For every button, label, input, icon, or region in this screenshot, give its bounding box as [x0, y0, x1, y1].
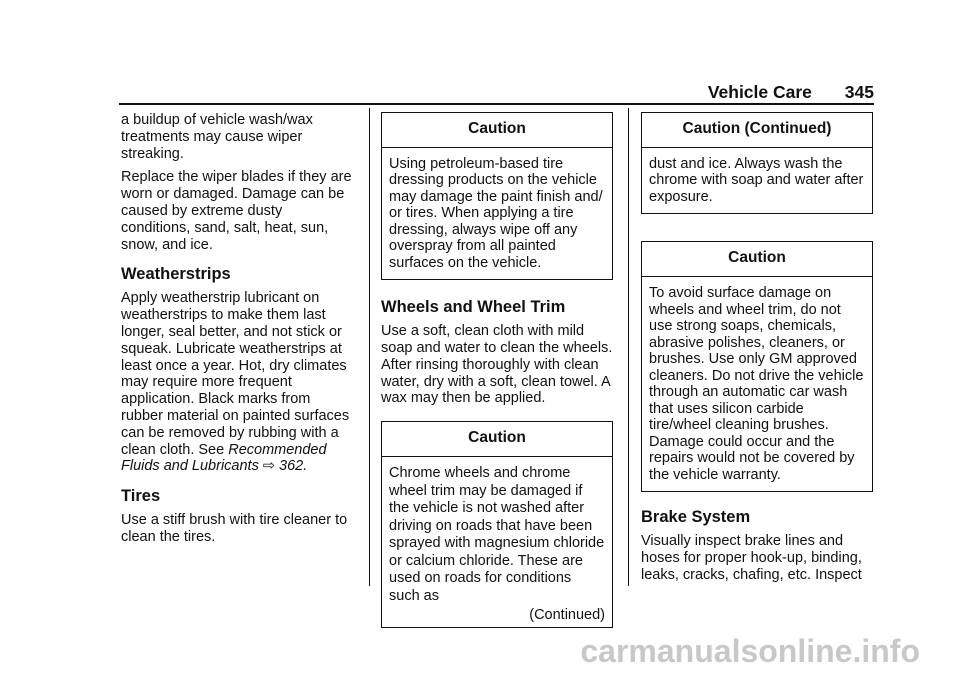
caution-body: dust and ice. Always wash the chrome with soap and water after exposure. — [649, 155, 864, 205]
xref-arrow-icon: ⇨ — [262, 458, 276, 475]
caution-box — [641, 112, 873, 214]
caution-box — [381, 112, 613, 280]
xref-page[interactable]: 362. — [279, 458, 308, 475]
paragraph: a buildup of vehicle wash/wax treatments may cause wiper streaking. — [121, 112, 313, 162]
heading-wheels: Wheels and Wheel Trim — [381, 298, 566, 317]
paragraph: Visually inspect brake lines and hoses for proper hook-up, binding, leaks, cracks, chafing, etc. Inspect — [641, 533, 862, 583]
caution-box — [381, 421, 613, 627]
caution-body: Using petroleum-based tire dressing products on the vehicle may damage the paint finish and/ or tires. When applying a tire dressing, always wipe off any overspray from all painted surfaces on the vehicle. — [389, 155, 603, 271]
caution-body-wrap — [382, 457, 612, 627]
caution-body: To avoid surface damage on wheels and wheel trim, do not use strong soaps, chemicals, abrasive polishes, cleaners, or brushes. Use only GM approved cleaners. Do not drive the vehicle through an automatic car wash that uses silicon carbide tire/wheel cleaning brushes. Damage could occur and the repairs would not be covered by the vehicle warranty. — [649, 285, 864, 483]
column-1 — [121, 112, 353, 553]
page-header — [708, 82, 874, 103]
xref-link[interactable]: Recommended Fluids and Lubricants — [121, 441, 327, 475]
column-divider — [628, 108, 629, 586]
caution-title: Caution (Continued) — [642, 113, 872, 148]
column-2 — [381, 112, 613, 628]
paragraph: Use a stiff brush with tire cleaner to clean the tires. — [121, 512, 348, 545]
page-number: 345 — [844, 82, 874, 102]
column-3 — [641, 112, 873, 590]
heading-weatherstrips: Weatherstrips — [121, 265, 231, 284]
caution-title: Caution — [382, 422, 612, 457]
heading-tires: Tires — [121, 487, 161, 506]
header-rule — [119, 103, 874, 105]
continued-label: (Continued) — [529, 607, 605, 624]
section-title: Vehicle Care — [707, 82, 812, 102]
paragraph — [121, 290, 353, 475]
paragraph: Use a soft, clean cloth with mild soap and water to clean the wheels. After rinsing thoroughly with clean water, dry with a soft, clean towel. A wax may then be applied. — [381, 323, 613, 407]
weatherstrips-text: Apply weatherstrip lubricant on weatherstrips to make them last longer, seal better, and not stick or squeak. Lubricate weatherstrips at least once a year. Hot, dry climates may require more frequent application. Black marks from rubber material on painted surfaces can be removed by rubbing with a clean cloth. See — [121, 290, 350, 458]
caution-title: Caution — [642, 242, 872, 277]
watermark: carmanualsonline.info — [580, 633, 920, 669]
heading-brake-system: Brake System — [641, 508, 751, 527]
caution-box — [641, 241, 873, 492]
paragraph: Replace the wiper blades if they are worn or damaged. Damage can be caused by extreme dusty conditions, sand, salt, heat, sun, snow, and ice. — [121, 169, 352, 253]
caution-body: Chrome wheels and chrome wheel trim may be damaged if the vehicle is not washed after driving on roads that have been sprayed with magnesium chloride or calcium chloride. These are used on roads for conditions such as — [389, 465, 605, 604]
column-divider — [369, 108, 370, 586]
caution-title: Caution — [382, 113, 612, 148]
